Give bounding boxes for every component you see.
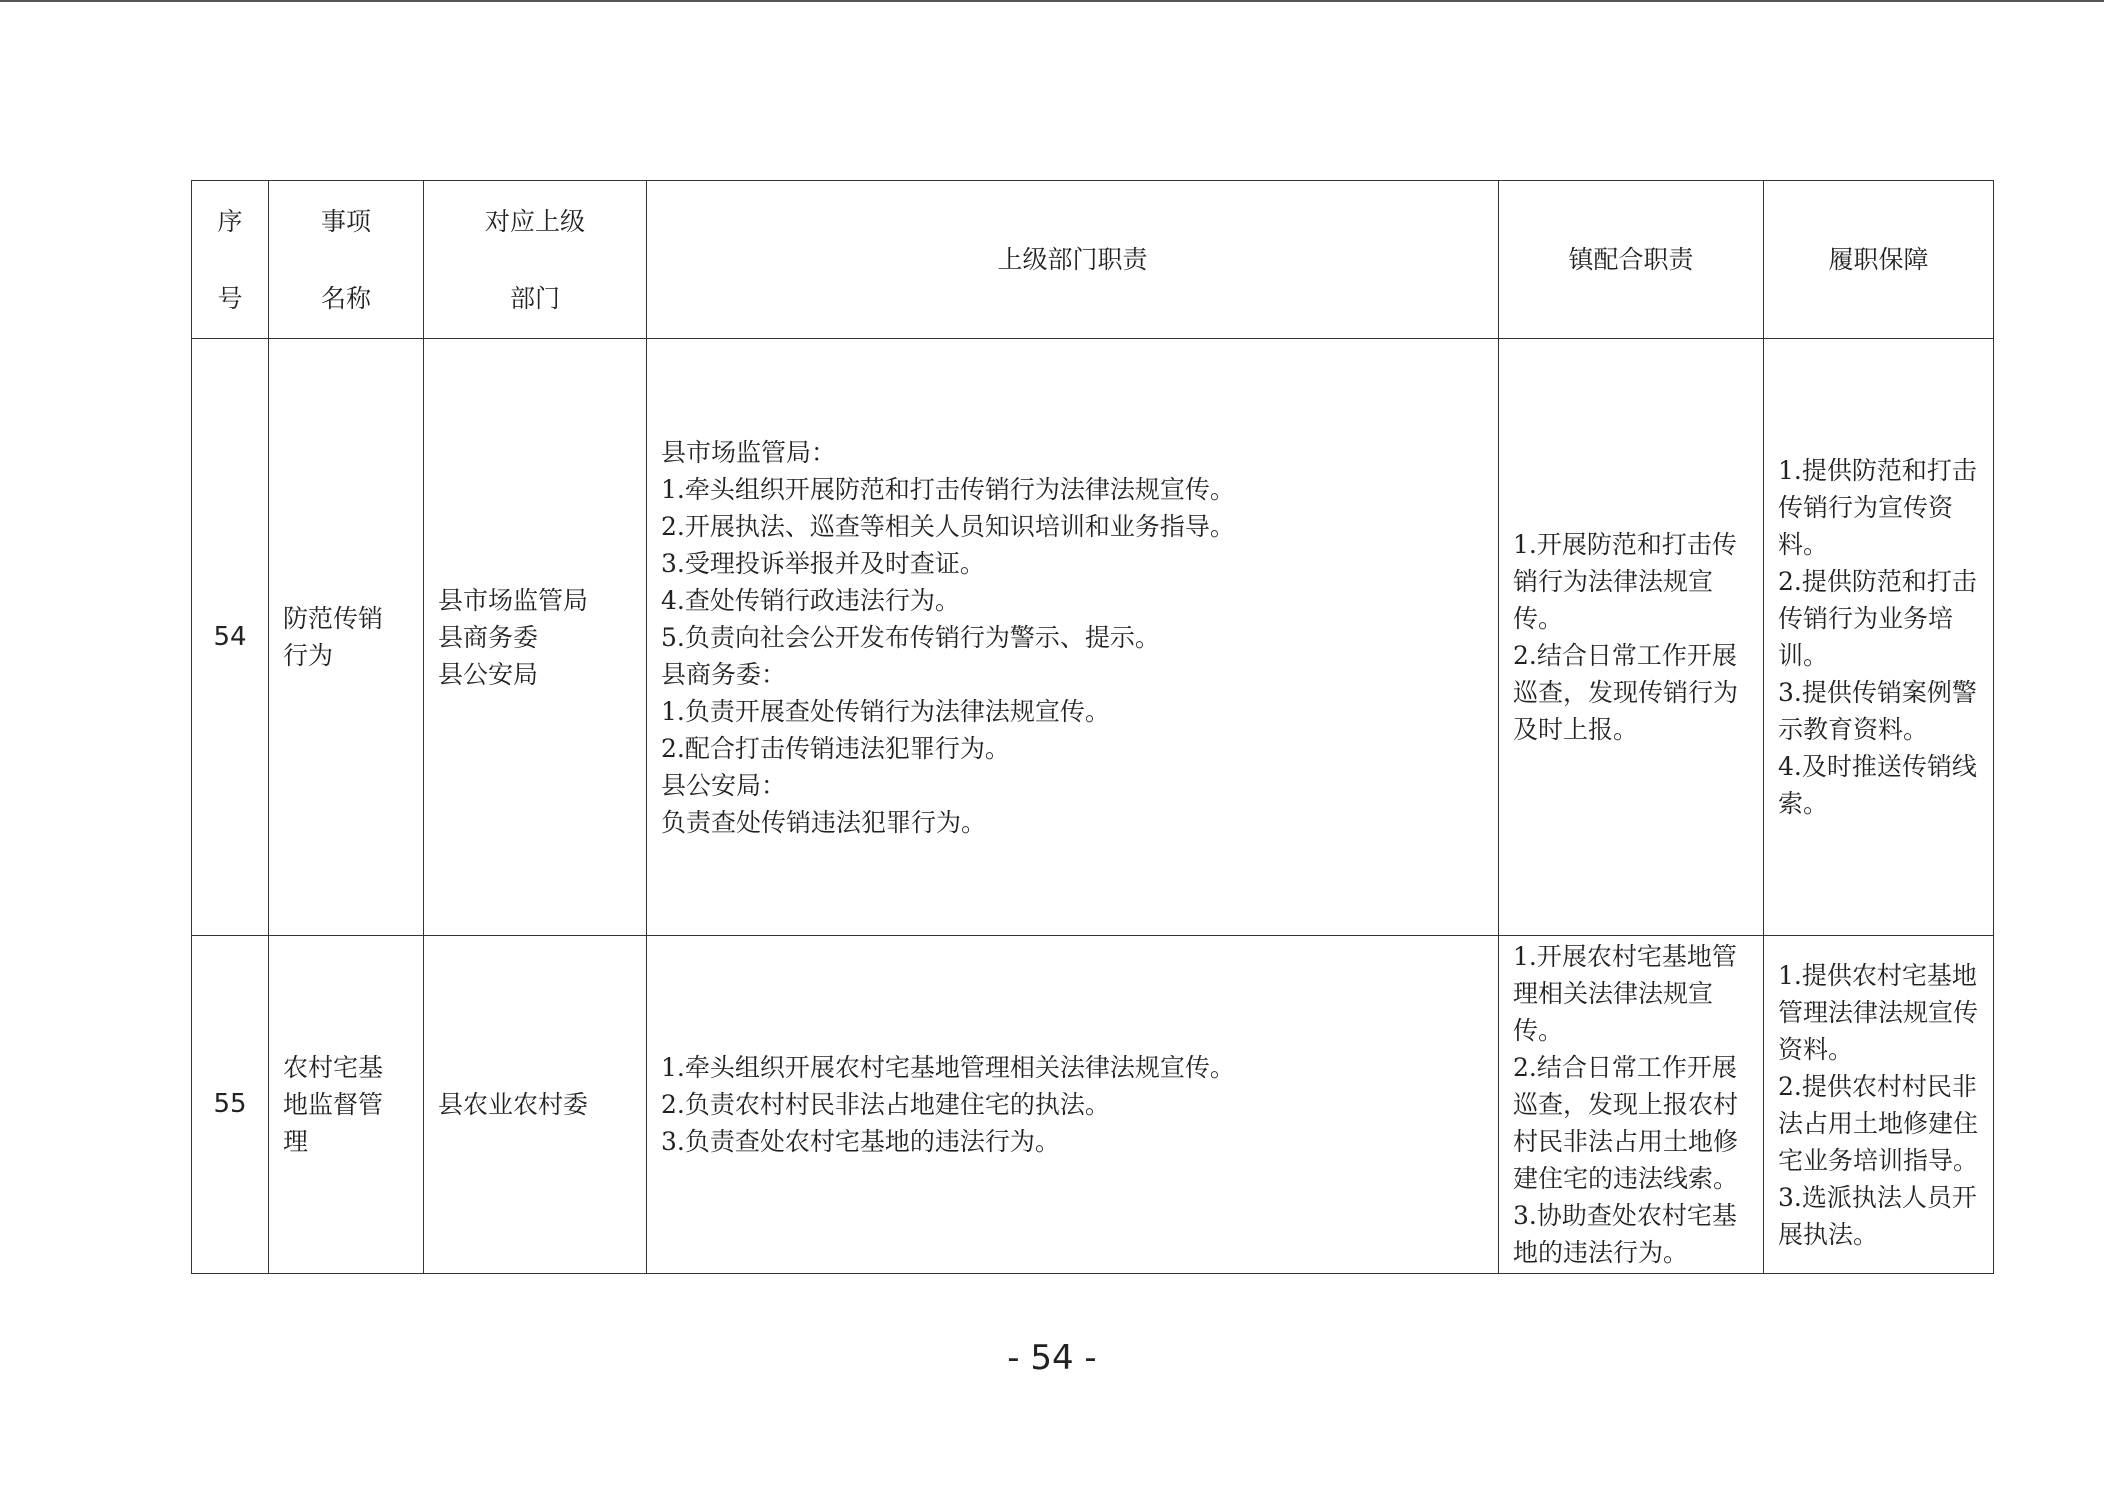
duty-line: 3.负责查处农村宅基地的违法行为。 (661, 1127, 1060, 1156)
town-duty-line: 2.结合日常工作开展巡查，发现上报农村村民非法占用土地修建住宅的违法线索。 (1513, 1053, 1739, 1193)
row-number: 54 (192, 339, 269, 936)
page-number: - 54 - (1007, 1338, 1097, 1378)
header-dept-line-2: 部门 (509, 283, 560, 313)
header-superior-duties: 上级部门职责 (647, 181, 1499, 339)
duty-line: 1.牵头组织开展农村宅基地管理相关法律法规宣传。 (661, 1053, 1235, 1082)
header-item-name (269, 181, 424, 339)
guarantee-line: 1.提供防范和打击传销行为宣传资料。 (1778, 456, 1977, 559)
duty-table (191, 180, 1994, 1274)
town-duty-line: 1.开展农村宅基地管理相关法律法规宣传。 (1513, 942, 1737, 1045)
guarantees-cell (1764, 936, 1994, 1274)
town-duties-cell (1499, 339, 1764, 936)
department-line: 县农业农村委 (438, 1090, 589, 1119)
duty-line: 2.开展执法、巡查等相关人员知识培训和业务指导。 (661, 511, 1235, 541)
guarantee-line: 2.提供防范和打击传销行为业务培训。 (1778, 567, 1977, 670)
page-top-border (0, 0, 2104, 2)
guarantee-line: 3.提供传销案例警示教育资料。 (1778, 678, 1977, 744)
header-serial-number (192, 181, 269, 339)
duty-line: 2.负责农村村民非法占地建住宅的执法。 (661, 1090, 1110, 1119)
header-serial-line-1: 序 (217, 206, 243, 236)
town-duty-line: 3.协助查处农村宅基地的违法行为。 (1513, 1201, 1737, 1267)
item-name-line: 理 (283, 1127, 309, 1156)
item-name-line: 防范传销 (283, 604, 384, 633)
header-item-line-1: 事项 (320, 206, 371, 236)
superior-duties-cell (647, 339, 1499, 936)
header-town-duties: 镇配合职责 (1499, 181, 1764, 339)
duty-line: 1.牵头组织开展防范和打击传销行为法律法规宣传。 (661, 474, 1235, 504)
header-superior-department (424, 181, 647, 339)
table-header-row (192, 181, 1994, 339)
superior-duties-cell (647, 936, 1499, 1274)
guarantee-line: 2.提供农村村民非法占用土地修建住宅业务培训指导。 (1778, 1071, 1979, 1175)
duty-line: 5.负责向社会公开发布传销行为警示、提示。 (661, 622, 1160, 652)
department-line: 县市场监管局 (438, 585, 589, 615)
guarantee-line: 1.提供农村宅基地管理法律法规宣传资料。 (1778, 960, 1979, 1064)
duty-line: 县公安局： (661, 770, 787, 800)
duty-line: 负责查处传销违法犯罪行为。 (661, 807, 987, 837)
department-line: 县商务委 (438, 622, 539, 652)
header-item-line-2: 名称 (320, 283, 371, 313)
duty-line: 县商务委： (661, 659, 787, 689)
header-guarantees: 履职保障 (1764, 181, 1994, 339)
item-name-cell (269, 339, 424, 936)
item-name-line: 行为 (283, 641, 334, 670)
header-serial-line-2: 号 (217, 283, 243, 313)
guarantee-line: 4.及时推送传销线索。 (1778, 752, 1977, 818)
town-duties-cell (1499, 936, 1764, 1274)
header-dept-line-1: 对应上级 (484, 206, 585, 236)
duty-line: 县市场监管局： (661, 437, 837, 467)
duty-line: 3.受理投诉举报并及时查证。 (661, 548, 985, 578)
item-name-line: 地监督管 (283, 1090, 384, 1119)
guarantees-cell (1764, 339, 1994, 936)
town-duty-line: 2.结合日常工作开展巡查，发现传销行为及时上报。 (1513, 641, 1739, 744)
duty-line: 2.配合打击传销违法犯罪行为。 (661, 733, 1010, 763)
duty-line: 1.负责开展查处传销行为法律法规宣传。 (661, 696, 1110, 726)
duty-line: 4.查处传销行政违法行为。 (661, 585, 960, 615)
town-duty-line: 1.开展防范和打击传销行为法律法规宣传。 (1513, 530, 1737, 633)
table-row (192, 936, 1994, 1274)
department-cell (424, 339, 647, 936)
guarantee-line: 3.选派执法人员开展执法。 (1778, 1182, 1977, 1249)
item-name-line: 农村宅基 (283, 1053, 384, 1082)
department-cell (424, 936, 647, 1274)
item-name-cell (269, 936, 424, 1274)
department-line: 县公安局 (438, 659, 539, 689)
table-row (192, 339, 1994, 936)
row-number: 55 (192, 936, 269, 1274)
